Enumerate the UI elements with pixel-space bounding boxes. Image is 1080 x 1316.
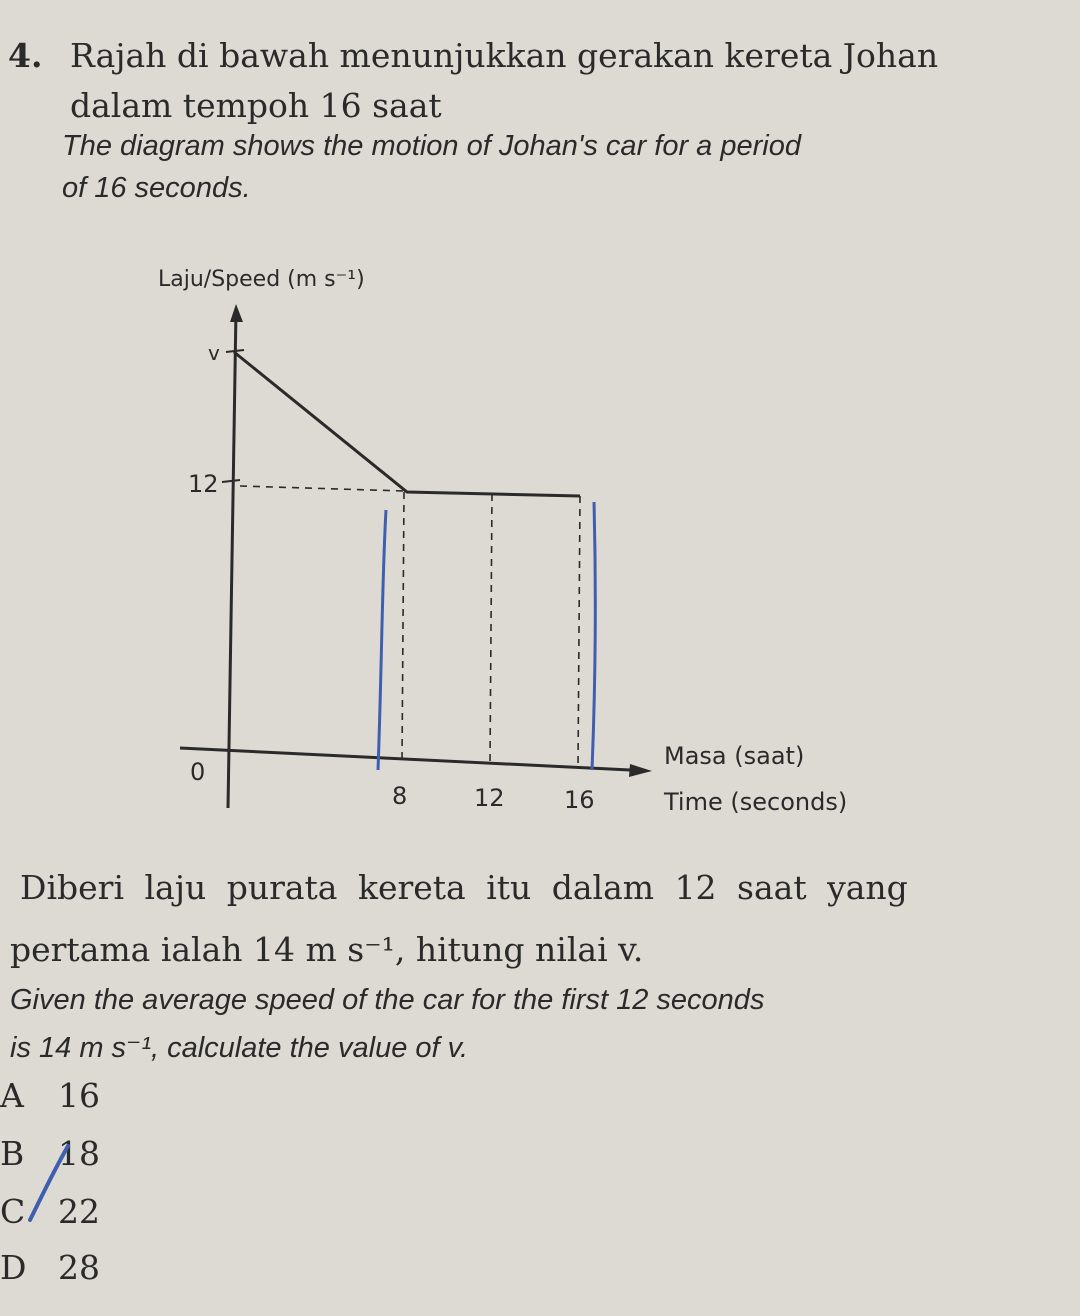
option-a-letter: A xyxy=(0,1076,24,1115)
question-malay-line2: dalam tempoh 16 saat xyxy=(70,86,442,125)
guide-12-horizontal xyxy=(240,486,404,491)
option-b-letter: B xyxy=(0,1134,25,1173)
y-tick-label-v: v xyxy=(208,341,220,365)
x-tick-label-12: 12 xyxy=(474,784,505,812)
option-d-value: 28 xyxy=(58,1248,100,1287)
option-b-value: 18 xyxy=(58,1134,100,1173)
x-axis-label-malay: Masa (saat) xyxy=(664,742,805,770)
prompt-malay-line2: pertama ialah 14 m s⁻¹, hitung nilai v. xyxy=(10,930,644,969)
x-axis-label-english: Time (seconds) xyxy=(664,788,848,816)
question-english-line1: The diagram shows the motion of Johan's car for a period xyxy=(62,130,801,162)
y-axis-arrow xyxy=(230,304,243,322)
x-tick-label-16: 16 xyxy=(564,786,595,814)
guide-t16-vertical xyxy=(578,496,580,766)
y-axis xyxy=(228,310,236,808)
pen-line-right xyxy=(592,502,595,770)
option-c-value: 22 xyxy=(58,1192,100,1231)
guide-t8-vertical xyxy=(402,492,404,760)
question-malay-line1: Rajah di bawah menunjukkan gerakan kereta Johan xyxy=(70,36,939,75)
y-tick-12 xyxy=(222,480,240,482)
x-axis xyxy=(180,748,630,770)
y-tick-label-12: 12 xyxy=(188,470,219,498)
prompt-english-line1: Given the average speed of the car for the first 12 seconds xyxy=(10,984,765,1016)
option-d-letter: D xyxy=(0,1248,27,1287)
option-a[interactable] xyxy=(0,1076,100,1115)
guide-t12-vertical xyxy=(490,494,492,762)
y-axis-label: Laju/Speed (m s⁻¹) xyxy=(158,267,365,292)
question-english-line2: of 16 seconds. xyxy=(62,172,251,204)
speed-series-line xyxy=(234,352,580,496)
option-c-letter: C xyxy=(0,1192,26,1231)
pen-check-mark xyxy=(22,1140,82,1230)
question-number: 4. xyxy=(8,36,43,75)
x-tick-label-8: 8 xyxy=(392,782,408,810)
prompt-english-line2: is 14 m s⁻¹, calculate the value of v. xyxy=(10,1032,469,1064)
x-axis-arrow xyxy=(629,764,652,777)
speed-time-graph xyxy=(0,240,1080,840)
origin-label: 0 xyxy=(190,758,206,786)
prompt-malay-line1: Diberi laju purata kereta itu dalam 12 saat yang xyxy=(20,868,908,907)
option-a-value: 16 xyxy=(58,1076,100,1115)
option-d[interactable] xyxy=(0,1248,100,1287)
pen-line-left xyxy=(378,510,386,770)
